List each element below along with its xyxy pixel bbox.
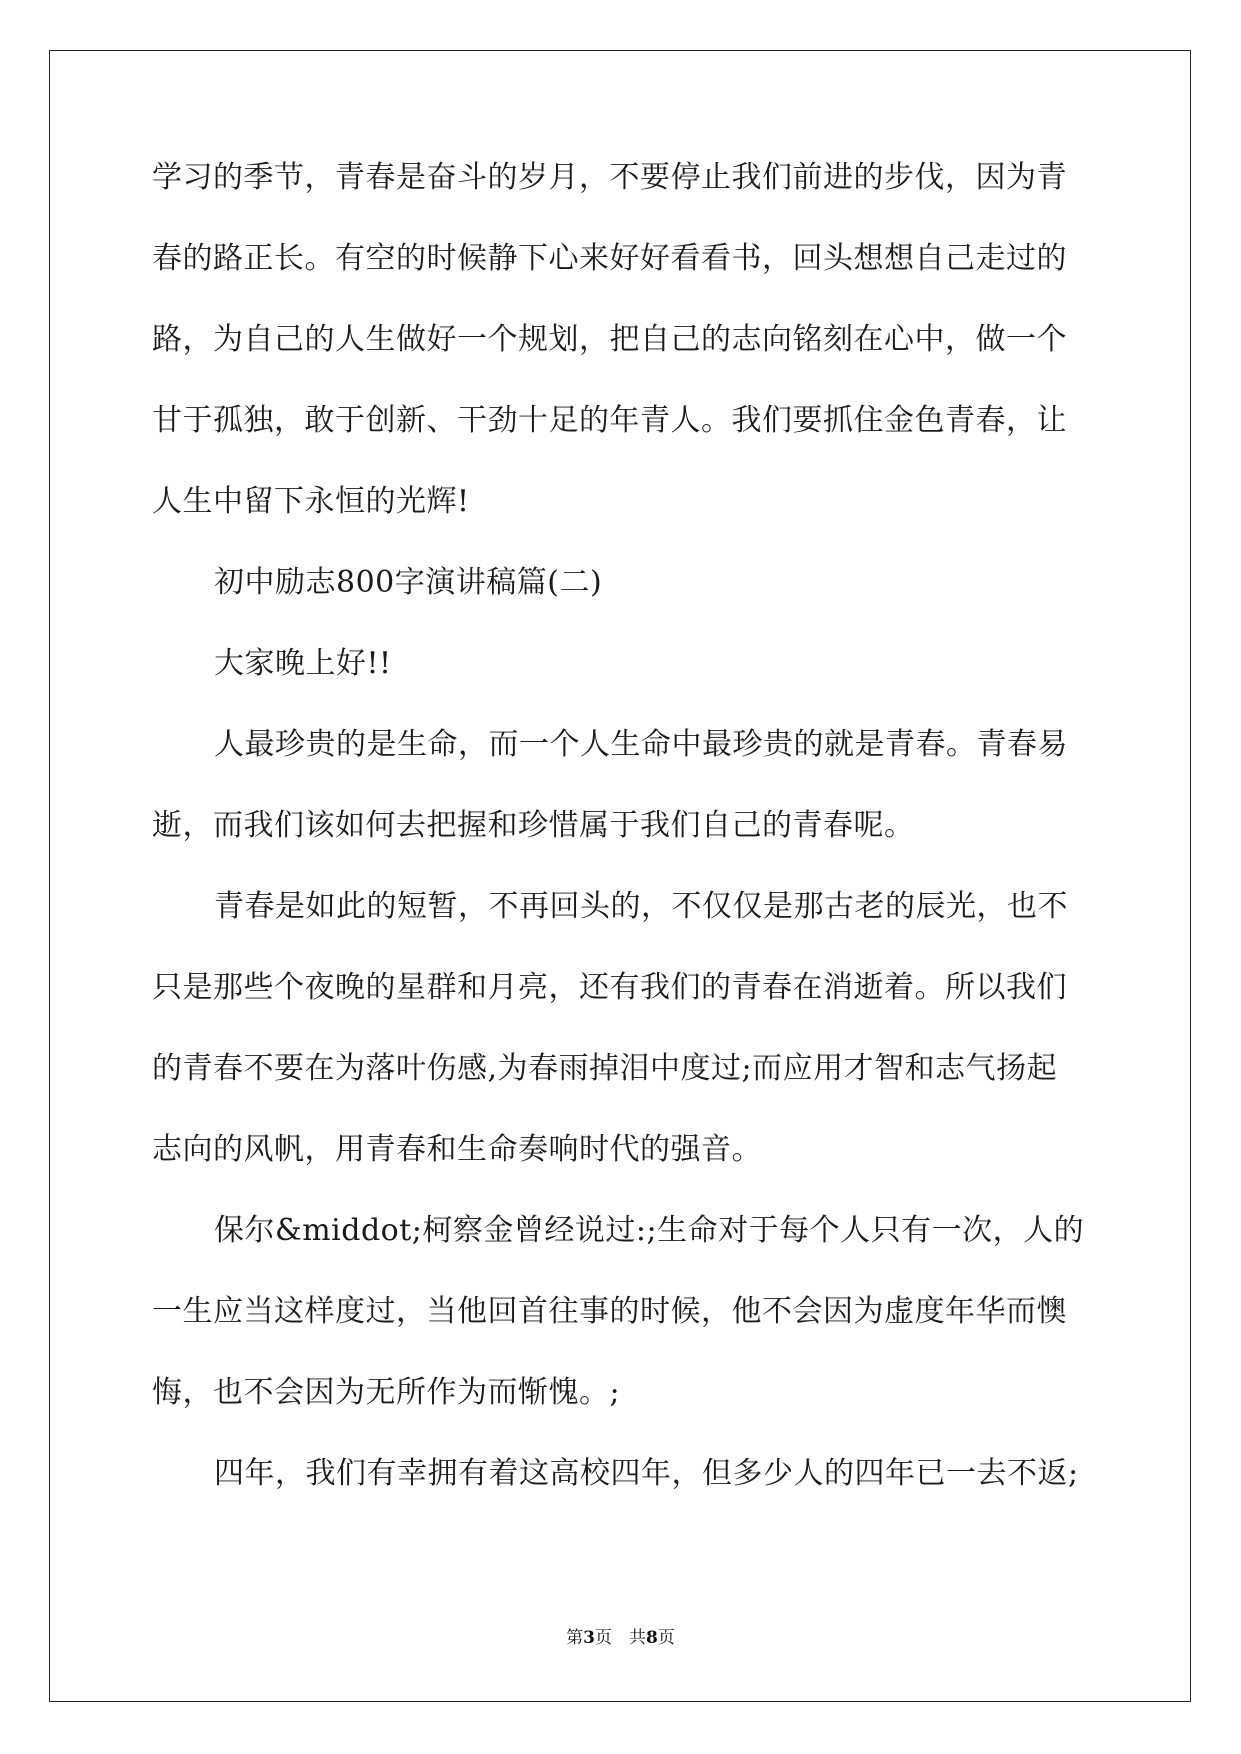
text-line: 路，为自己的人生做好一个规划，把自己的志向铭刻在心中，做一个 bbox=[152, 322, 1067, 357]
paragraph-start-line: 保尔&middot;柯察金曾经说过:;生命对于每个人只有一次，人的 bbox=[214, 1213, 1085, 1248]
paragraph-start-line: 青春是如此的短暂，不再回头的，不仅仅是那古老的辰光，也不 bbox=[214, 889, 1068, 924]
paragraph-start-line: 人最珍贵的是生命，而一个人生命中最珍贵的就是青春。青春易 bbox=[214, 727, 1068, 762]
greeting-line: 大家晚上好!! bbox=[214, 646, 392, 681]
footer-middle: 页 共 bbox=[595, 1628, 646, 1648]
footer-suffix: 页 bbox=[657, 1628, 675, 1648]
document-body bbox=[152, 158, 1097, 1535]
text-line: 春的路正长。有空的时候静下心来好好看看书，回头想想自己走过的 bbox=[152, 241, 1067, 276]
current-page-number: 3 bbox=[583, 1628, 595, 1648]
text-line: 学习的季节，青春是奋斗的岁月，不要停止我们前进的步伐，因为青 bbox=[152, 160, 1067, 195]
text-line: 只是那些个夜晚的星群和月亮，还有我们的青春在消逝着。所以我们 bbox=[152, 970, 1067, 1005]
text-line: 甘于孤独，敢于创新、干劲十足的年青人。我们要抓住金色青春，让 bbox=[152, 403, 1067, 438]
text-line: 一生应当这样度过，当他回首往事的时候，他不会因为虚度年华而懊 bbox=[152, 1294, 1067, 1329]
paragraph-start-line: 四年，我们有幸拥有着这高校四年，但多少人的四年已一去不返; bbox=[214, 1456, 1079, 1491]
page-footer bbox=[0, 1626, 1241, 1650]
text-line: 悔，也不会因为无所作为而惭愧。; bbox=[152, 1375, 621, 1410]
text-line: 人生中留下永恒的光辉! bbox=[152, 484, 470, 519]
section-heading: 初中励志800字演讲稿篇(二) bbox=[214, 565, 603, 600]
text-line: 的青春不要在为落叶伤感,为春雨掉泪中度过;而应用才智和志气扬起 bbox=[152, 1051, 1058, 1086]
text-line: 志向的风帆，用青春和生命奏响时代的强音。 bbox=[152, 1132, 762, 1167]
text-line: 逝，而我们该如何去把握和珍惜属于我们自己的青春呢。 bbox=[152, 808, 915, 843]
footer-prefix: 第 bbox=[566, 1628, 584, 1648]
total-page-number: 8 bbox=[646, 1628, 658, 1648]
